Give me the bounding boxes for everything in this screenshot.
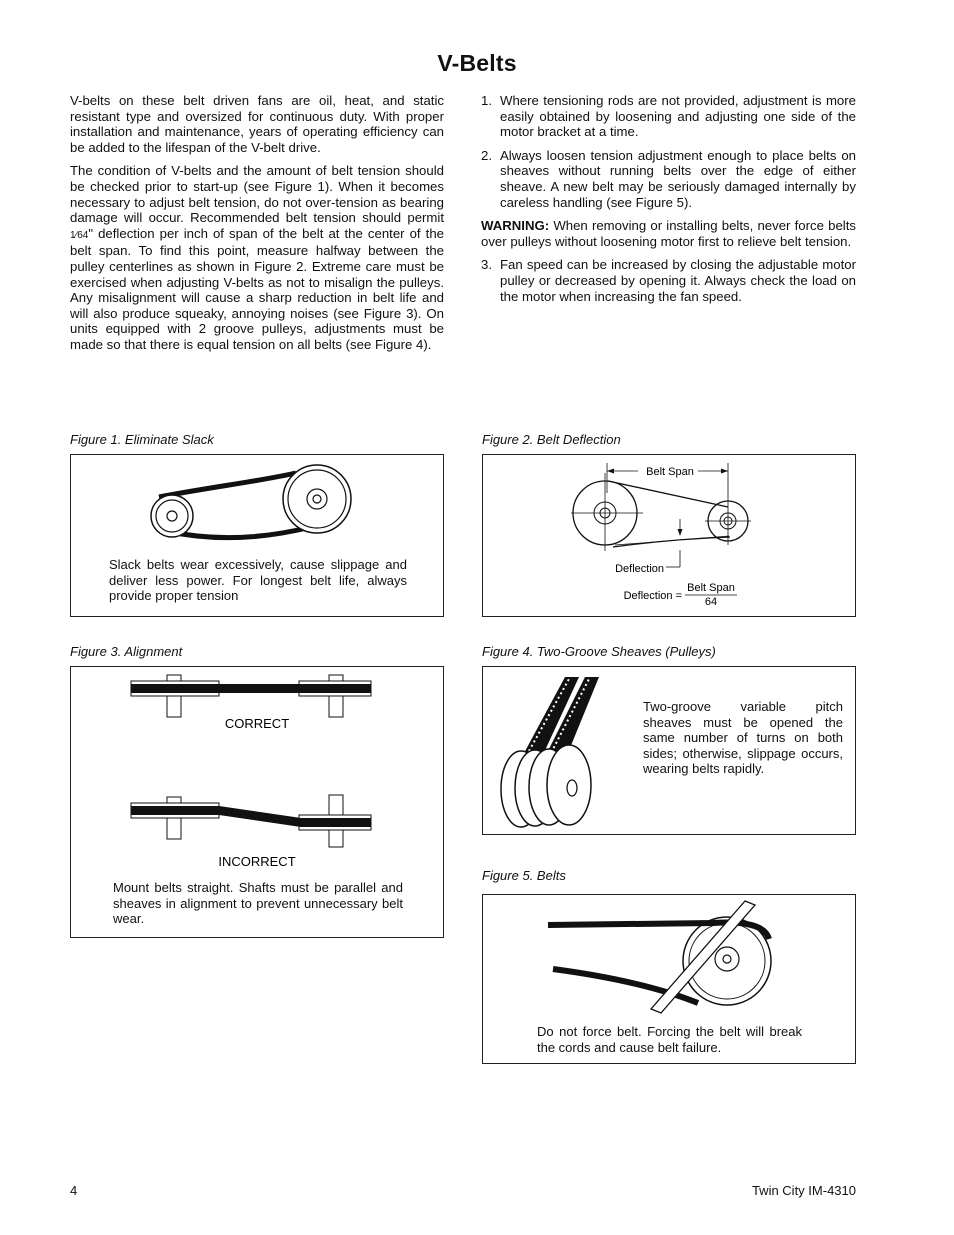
belt-top-strand	[608, 481, 728, 507]
incorrect-label: INCORRECT	[218, 854, 296, 869]
sheave-flange-front	[547, 745, 591, 825]
figure1-caption: Figure 1. Eliminate Slack	[70, 432, 214, 447]
figure5-text: Do not force belt. Forcing the belt will break the cords and cause belt failure.	[537, 1024, 802, 1055]
formula-numerator: Belt Span	[687, 582, 735, 594]
belt-deflection-illustration	[483, 455, 855, 616]
figure3-text: Mount belts straight. Shafts must be parallel and sheaves in alignment to prevent unnecessary belt wear.	[113, 880, 403, 927]
list-item-text: Fan speed can be increased by closing the adjustable motor pulley or decreased by opening it. Always check the load on the motor when increasing the fan speed.	[500, 257, 856, 304]
belt-straight-reference	[615, 536, 729, 545]
figure5-box	[482, 894, 856, 1064]
arrowhead-right	[721, 469, 728, 474]
warning-label: WARNING:	[481, 218, 550, 234]
belt-bottom-strand	[613, 537, 730, 547]
figure4-text: Two-groove variable pitch sheaves must be opened the same number of turns on both sides; otherwise, slippage occurs, wearing belts rapidly.	[643, 699, 843, 777]
right-column	[481, 93, 856, 312]
list-item-text: Always loosen tension adjustment enough to place belts on sheaves without running belts over the edge of either sheave. A new belt may be seriously damaged internally by careless handling (see Figure 5).	[500, 147, 856, 210]
figure3-box	[70, 666, 444, 938]
large-pulley-outer	[283, 465, 351, 533]
belt-top-strand	[159, 473, 296, 497]
left-column	[70, 93, 444, 361]
figure5-caption: Figure 5. Belts	[482, 868, 566, 883]
small-pulley-outer	[151, 495, 193, 537]
figure4-caption: Figure 4. Two-Groove Sheaves (Pulleys)	[482, 644, 716, 659]
belt-span-label: Belt Span	[646, 466, 694, 478]
formula-denominator: 64	[704, 596, 718, 608]
list-item-text: Where tensioning rods are not provided, adjustment is more easily obtained by loosening and adjusting one side of the motor bracket at a time.	[500, 93, 856, 140]
document-id: Twin City IM-4310	[751, 1183, 856, 1198]
two-groove-sheave-illustration	[483, 667, 633, 834]
list-item-number: 2.	[481, 147, 492, 163]
belt-tension-text-start: The condition of V-belts and the amount of belt tension should be checked prior to start-up (see Figure 1). When it becomes necessary to adjust belt tension, do not over-tension as bearing damage will occur. Recommended belt tension should permit	[70, 163, 444, 226]
figure2-box	[482, 454, 856, 617]
intro-paragraph: V-belts on these belt driven fans are oil, heat, and static resistant type and oversized for continuous duty. With proper installation and maintenance, years of operating efficiency can be added to the lifespan of the V-belt drive.	[70, 93, 444, 155]
figure2-caption: Figure 2. Belt Deflection	[482, 432, 621, 447]
page-title: V-Belts	[437, 50, 517, 76]
list-item	[481, 148, 856, 210]
warning-paragraph	[481, 218, 856, 249]
figure4-box	[482, 666, 856, 835]
deflection-label: Deflection	[615, 563, 664, 575]
formula-left-side: Deflection =	[623, 590, 682, 602]
arrowhead-left	[607, 469, 614, 474]
correct-label: CORRECT	[224, 716, 290, 731]
deflection-arrowhead	[678, 529, 683, 536]
belt-tension-text-end: " deflection per inch of span of the belt at the center of the belt span. To find this point, measure halfway between the pulley centerlines as shown in Figure 2. Extreme care must be exercised when adjusting V-belts as not to misalign the pulleys. Any misalignment will cause a sharp reduction in belt life and will also produce squeaky, annoying noises (see Figure 3). On units equipped with 2 groove pulleys, adjustments must be made so that there is equal tension on all belts (see Figure 4).	[70, 225, 444, 352]
warning-text: When removing or installing belts, never force belts over pulleys without loosening motor first to relieve belt tension.	[481, 218, 856, 249]
figure3-caption: Figure 3. Alignment	[70, 644, 183, 659]
correct-belt	[131, 684, 371, 693]
list-item	[481, 257, 856, 304]
list-item	[481, 93, 856, 140]
deflection-fraction: 1⁄64	[70, 229, 89, 241]
figure1-box	[70, 454, 444, 617]
list-item-number: 3.	[481, 257, 492, 273]
page-number: 4	[70, 1183, 78, 1198]
belt-tension-paragraph	[70, 163, 444, 352]
list-item-number: 1.	[481, 93, 492, 108]
figure1-text: Slack belts wear excessively, cause slippage and deliver less power. For longest belt life, always provide proper tension	[109, 557, 407, 604]
